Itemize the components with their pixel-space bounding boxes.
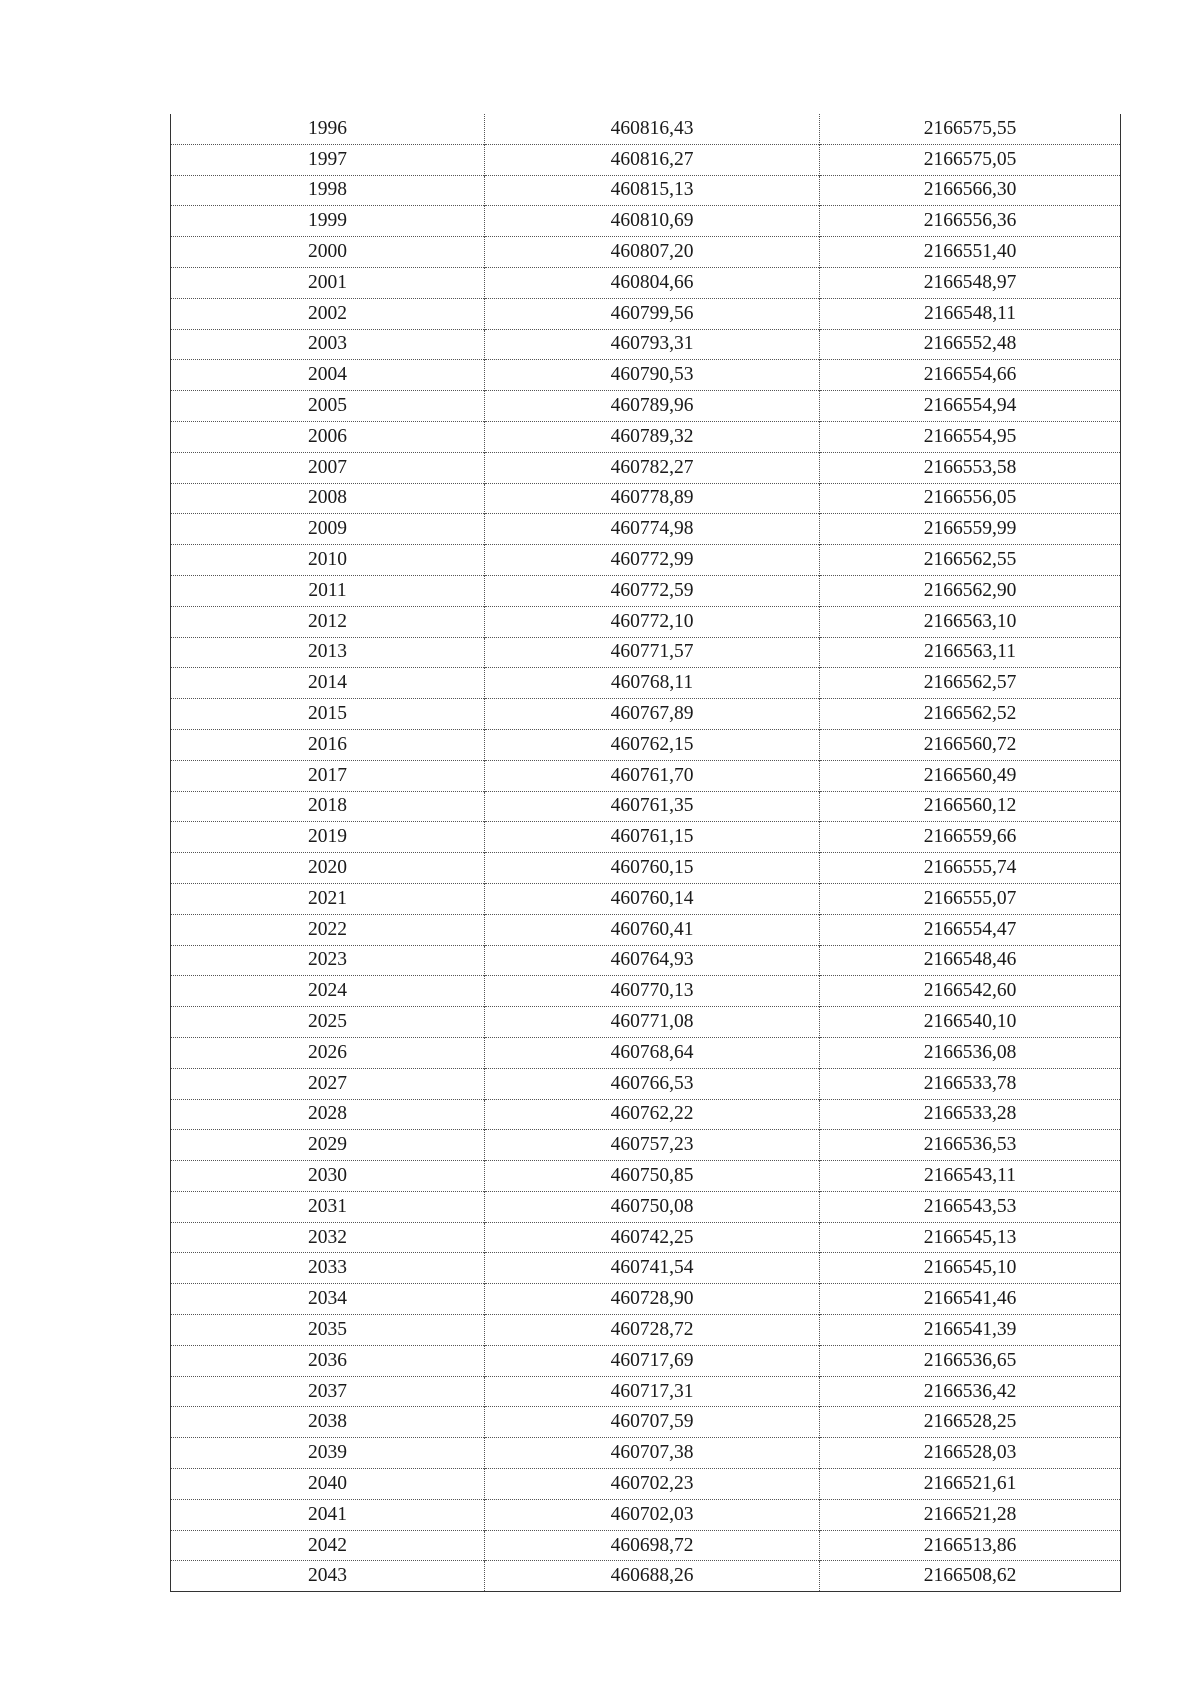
x-coordinate-cell: 460757,23	[485, 1130, 820, 1161]
table-row	[171, 791, 1121, 822]
y-coordinate-cell: 2166563,10	[820, 606, 1121, 637]
table-row	[171, 1499, 1121, 1530]
table-row	[171, 1191, 1121, 1222]
table-row	[171, 575, 1121, 606]
x-coordinate-cell: 460702,23	[485, 1469, 820, 1500]
x-coordinate-cell: 460771,08	[485, 1007, 820, 1038]
table-row	[171, 360, 1121, 391]
x-coordinate-cell: 460707,38	[485, 1438, 820, 1469]
table-row	[171, 267, 1121, 298]
x-coordinate-cell: 460741,54	[485, 1253, 820, 1284]
y-coordinate-cell: 2166541,39	[820, 1315, 1121, 1346]
point-number-cell: 2002	[171, 298, 485, 329]
table-row	[171, 1068, 1121, 1099]
x-coordinate-cell: 460782,27	[485, 452, 820, 483]
point-number-cell: 1999	[171, 206, 485, 237]
point-number-cell: 2018	[171, 791, 485, 822]
table-row	[171, 298, 1121, 329]
y-coordinate-cell: 2166554,95	[820, 421, 1121, 452]
point-number-cell: 2030	[171, 1161, 485, 1192]
table-row	[171, 637, 1121, 668]
y-coordinate-cell: 2166552,48	[820, 329, 1121, 360]
point-number-cell: 2042	[171, 1530, 485, 1561]
x-coordinate-cell: 460790,53	[485, 360, 820, 391]
x-coordinate-cell: 460750,08	[485, 1191, 820, 1222]
y-coordinate-cell: 2166548,46	[820, 945, 1121, 976]
point-number-cell: 2027	[171, 1068, 485, 1099]
point-number-cell: 2010	[171, 545, 485, 576]
point-number-cell: 2021	[171, 883, 485, 914]
point-number-cell: 2017	[171, 760, 485, 791]
point-number-cell: 2033	[171, 1253, 485, 1284]
point-number-cell: 2019	[171, 822, 485, 853]
y-coordinate-cell: 2166513,86	[820, 1530, 1121, 1561]
x-coordinate-cell: 460728,90	[485, 1284, 820, 1315]
y-coordinate-cell: 2166563,11	[820, 637, 1121, 668]
point-number-cell: 2039	[171, 1438, 485, 1469]
x-coordinate-cell: 460767,89	[485, 699, 820, 730]
x-coordinate-cell: 460764,93	[485, 945, 820, 976]
y-coordinate-cell: 2166559,66	[820, 822, 1121, 853]
point-number-cell: 2037	[171, 1376, 485, 1407]
table-row	[171, 545, 1121, 576]
table-row	[171, 391, 1121, 422]
x-coordinate-cell: 460768,64	[485, 1037, 820, 1068]
point-number-cell: 2038	[171, 1407, 485, 1438]
x-coordinate-cell: 460766,53	[485, 1068, 820, 1099]
point-number-cell: 2011	[171, 575, 485, 606]
point-number-cell: 2012	[171, 606, 485, 637]
y-coordinate-cell: 2166521,61	[820, 1469, 1121, 1500]
y-coordinate-cell: 2166548,11	[820, 298, 1121, 329]
y-coordinate-cell: 2166508,62	[820, 1561, 1121, 1592]
table-row	[171, 822, 1121, 853]
y-coordinate-cell: 2166560,72	[820, 729, 1121, 760]
x-coordinate-cell: 460750,85	[485, 1161, 820, 1192]
y-coordinate-cell: 2166536,08	[820, 1037, 1121, 1068]
point-number-cell: 2003	[171, 329, 485, 360]
table-row	[171, 1469, 1121, 1500]
x-coordinate-cell: 460761,35	[485, 791, 820, 822]
table-row	[171, 175, 1121, 206]
x-coordinate-cell: 460778,89	[485, 483, 820, 514]
table-row	[171, 206, 1121, 237]
table-row	[171, 452, 1121, 483]
x-coordinate-cell: 460789,32	[485, 421, 820, 452]
y-coordinate-cell: 2166533,78	[820, 1068, 1121, 1099]
x-coordinate-cell: 460774,98	[485, 514, 820, 545]
table-row	[171, 606, 1121, 637]
table-row	[171, 1561, 1121, 1592]
x-coordinate-cell: 460799,56	[485, 298, 820, 329]
table-row	[171, 144, 1121, 175]
y-coordinate-cell: 2166541,46	[820, 1284, 1121, 1315]
point-number-cell: 2005	[171, 391, 485, 422]
point-number-cell: 2004	[171, 360, 485, 391]
y-coordinate-cell: 2166528,03	[820, 1438, 1121, 1469]
x-coordinate-cell: 460762,15	[485, 729, 820, 760]
x-coordinate-cell: 460717,69	[485, 1345, 820, 1376]
table-row	[171, 114, 1121, 144]
x-coordinate-cell: 460789,96	[485, 391, 820, 422]
y-coordinate-cell: 2166554,94	[820, 391, 1121, 422]
y-coordinate-cell: 2166528,25	[820, 1407, 1121, 1438]
point-number-cell: 2023	[171, 945, 485, 976]
table-row	[171, 421, 1121, 452]
y-coordinate-cell: 2166562,52	[820, 699, 1121, 730]
x-coordinate-cell: 460768,11	[485, 668, 820, 699]
y-coordinate-cell: 2166560,12	[820, 791, 1121, 822]
y-coordinate-cell: 2166553,58	[820, 452, 1121, 483]
point-number-cell: 2015	[171, 699, 485, 730]
table-row	[171, 1253, 1121, 1284]
x-coordinate-cell: 460816,43	[485, 114, 820, 144]
y-coordinate-cell: 2166575,55	[820, 114, 1121, 144]
table-row	[171, 699, 1121, 730]
x-coordinate-cell: 460760,14	[485, 883, 820, 914]
y-coordinate-cell: 2166548,97	[820, 267, 1121, 298]
point-number-cell: 2043	[171, 1561, 485, 1592]
y-coordinate-cell: 2166562,55	[820, 545, 1121, 576]
table-row	[171, 483, 1121, 514]
point-number-cell: 2034	[171, 1284, 485, 1315]
table-row	[171, 514, 1121, 545]
y-coordinate-cell: 2166521,28	[820, 1499, 1121, 1530]
table-row	[171, 853, 1121, 884]
table-row	[171, 914, 1121, 945]
x-coordinate-cell: 460698,72	[485, 1530, 820, 1561]
table-row	[171, 976, 1121, 1007]
point-number-cell: 2008	[171, 483, 485, 514]
point-number-cell: 2000	[171, 237, 485, 268]
point-number-cell: 2006	[171, 421, 485, 452]
table-row	[171, 760, 1121, 791]
y-coordinate-cell: 2166536,65	[820, 1345, 1121, 1376]
point-number-cell: 2036	[171, 1345, 485, 1376]
table-row	[171, 1407, 1121, 1438]
table-row	[171, 329, 1121, 360]
y-coordinate-cell: 2166543,11	[820, 1161, 1121, 1192]
x-coordinate-cell: 460760,15	[485, 853, 820, 884]
table-row	[171, 1222, 1121, 1253]
x-coordinate-cell: 460793,31	[485, 329, 820, 360]
y-coordinate-cell: 2166575,05	[820, 144, 1121, 175]
x-coordinate-cell: 460688,26	[485, 1561, 820, 1592]
table-row	[171, 1130, 1121, 1161]
x-coordinate-cell: 460762,22	[485, 1099, 820, 1130]
point-number-cell: 1998	[171, 175, 485, 206]
y-coordinate-cell: 2166555,07	[820, 883, 1121, 914]
point-number-cell: 2041	[171, 1499, 485, 1530]
y-coordinate-cell: 2166566,30	[820, 175, 1121, 206]
coordinates-table	[170, 114, 1121, 1592]
point-number-cell: 2001	[171, 267, 485, 298]
y-coordinate-cell: 2166554,47	[820, 914, 1121, 945]
table-row	[171, 1438, 1121, 1469]
point-number-cell: 2024	[171, 976, 485, 1007]
table-row	[171, 237, 1121, 268]
table-row	[171, 1345, 1121, 1376]
point-number-cell: 1997	[171, 144, 485, 175]
x-coordinate-cell: 460771,57	[485, 637, 820, 668]
y-coordinate-cell: 2166562,57	[820, 668, 1121, 699]
x-coordinate-cell: 460742,25	[485, 1222, 820, 1253]
x-coordinate-cell: 460810,69	[485, 206, 820, 237]
x-coordinate-cell: 460717,31	[485, 1376, 820, 1407]
y-coordinate-cell: 2166542,60	[820, 976, 1121, 1007]
table-row	[171, 1530, 1121, 1561]
table-row	[171, 1284, 1121, 1315]
x-coordinate-cell: 460761,15	[485, 822, 820, 853]
y-coordinate-cell: 2166551,40	[820, 237, 1121, 268]
table-row	[171, 668, 1121, 699]
y-coordinate-cell: 2166559,99	[820, 514, 1121, 545]
x-coordinate-cell: 460707,59	[485, 1407, 820, 1438]
y-coordinate-cell: 2166536,53	[820, 1130, 1121, 1161]
y-coordinate-cell: 2166560,49	[820, 760, 1121, 791]
point-number-cell: 2020	[171, 853, 485, 884]
table-row	[171, 945, 1121, 976]
point-number-cell: 2007	[171, 452, 485, 483]
point-number-cell: 2014	[171, 668, 485, 699]
x-coordinate-cell: 460770,13	[485, 976, 820, 1007]
point-number-cell: 2025	[171, 1007, 485, 1038]
coordinates-table-body	[171, 114, 1121, 1592]
point-number-cell: 1996	[308, 117, 347, 139]
point-number-cell: 2026	[171, 1037, 485, 1068]
table-row	[171, 883, 1121, 914]
point-number-cell: 2035	[171, 1315, 485, 1346]
table-row	[171, 729, 1121, 760]
point-number-cell: 2022	[171, 914, 485, 945]
point-number-cell: 2029	[171, 1130, 485, 1161]
point-number-cell: 2016	[171, 729, 485, 760]
table-row	[171, 1099, 1121, 1130]
x-coordinate-cell: 460815,13	[485, 175, 820, 206]
x-coordinate-cell: 460760,41	[485, 914, 820, 945]
y-coordinate-cell: 2166554,66	[820, 360, 1121, 391]
x-coordinate-cell: 460816,27	[485, 144, 820, 175]
y-coordinate-cell: 2166540,10	[820, 1007, 1121, 1038]
point-number-cell: 2040	[171, 1469, 485, 1500]
x-coordinate-cell: 460772,99	[485, 545, 820, 576]
point-number-cell: 2031	[171, 1191, 485, 1222]
y-coordinate-cell: 2166543,53	[820, 1191, 1121, 1222]
y-coordinate-cell: 2166556,36	[820, 206, 1121, 237]
x-coordinate-cell: 460728,72	[485, 1315, 820, 1346]
y-coordinate-cell: 2166533,28	[820, 1099, 1121, 1130]
x-coordinate-cell: 460772,10	[485, 606, 820, 637]
point-number-cell: 2028	[171, 1099, 485, 1130]
table-row	[171, 1315, 1121, 1346]
y-coordinate-cell: 2166545,13	[820, 1222, 1121, 1253]
point-number-cell: 2009	[171, 514, 485, 545]
y-coordinate-cell: 2166556,05	[820, 483, 1121, 514]
table-row	[171, 1161, 1121, 1192]
y-coordinate-cell: 2166562,90	[820, 575, 1121, 606]
point-number-cell: 2032	[171, 1222, 485, 1253]
x-coordinate-cell: 460772,59	[485, 575, 820, 606]
table-row	[171, 1007, 1121, 1038]
x-coordinate-cell: 460807,20	[485, 237, 820, 268]
table-row	[171, 1376, 1121, 1407]
table-row	[171, 1037, 1121, 1068]
x-coordinate-cell: 460761,70	[485, 760, 820, 791]
y-coordinate-cell: 2166545,10	[820, 1253, 1121, 1284]
x-coordinate-cell: 460804,66	[485, 267, 820, 298]
x-coordinate-cell: 460702,03	[485, 1499, 820, 1530]
y-coordinate-cell: 2166555,74	[820, 853, 1121, 884]
point-number-cell: 2013	[171, 637, 485, 668]
y-coordinate-cell: 2166536,42	[820, 1376, 1121, 1407]
